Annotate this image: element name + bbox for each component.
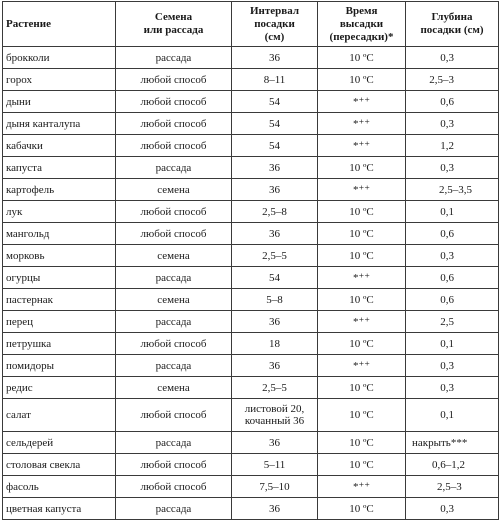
cell-time: 10 ºC (318, 454, 406, 476)
cell-plant: дыня канталупа (3, 113, 116, 135)
cell-depth: 2,5 (406, 311, 499, 333)
cell-time: 10 ºC (318, 157, 406, 179)
cell-plant: пастернак (3, 289, 116, 311)
cell-interval: 18 (232, 333, 318, 355)
table-row (3, 498, 499, 520)
cell-time: 10 ºC (318, 69, 406, 91)
cell-method: рассада (116, 498, 232, 520)
table-row (3, 267, 499, 289)
table-row (3, 399, 499, 432)
table-row (3, 223, 499, 245)
cell-time: 10 ºC (318, 245, 406, 267)
cell-interval: 8–11 (232, 69, 318, 91)
cell-method: любой способ (116, 91, 232, 113)
cell-interval: 36 (232, 157, 318, 179)
cell-time: 10 ºC (318, 333, 406, 355)
cell-interval: 2,5–5 (232, 377, 318, 399)
cell-plant: капуста (3, 157, 116, 179)
cell-depth: 0,3 (406, 245, 499, 267)
cell-interval: 7,5–10 (232, 476, 318, 498)
cell-time: *⁺⁺ (318, 91, 406, 113)
cell-time: 10 ºC (318, 47, 406, 69)
table-row (3, 157, 499, 179)
cell-depth: 0,6 (406, 289, 499, 311)
cell-plant: помидоры (3, 355, 116, 377)
cell-plant: картофель (3, 179, 116, 201)
cell-interval-line: листовой 20, (244, 403, 305, 415)
table-row (3, 476, 499, 498)
cell-method: любой способ (116, 69, 232, 91)
cell-plant: брокколи (3, 47, 116, 69)
cell-method: рассада (116, 432, 232, 454)
cell-time: *⁺⁺ (318, 179, 406, 201)
cell-method: любой способ (116, 135, 232, 157)
cell-plant: дыни (3, 91, 116, 113)
header-plant: Растение (3, 2, 116, 47)
cell-time: *⁺⁺ (318, 113, 406, 135)
cell-time: 10 ºC (318, 498, 406, 520)
cell-method: любой способ (116, 223, 232, 245)
cell-depth: 0,3 (406, 47, 499, 69)
cell-method: рассада (116, 157, 232, 179)
cell-time: 10 ºC (318, 223, 406, 245)
cell-time: *⁺⁺ (318, 355, 406, 377)
cell-plant: огурцы (3, 267, 116, 289)
cell-plant: редис (3, 377, 116, 399)
table-row (3, 245, 499, 267)
cell-interval: 36 (232, 498, 318, 520)
table-row (3, 454, 499, 476)
cell-plant: столовая свекла (3, 454, 116, 476)
cell-method: семена (116, 245, 232, 267)
cell-time: 10 ºC (318, 432, 406, 454)
cell-method: любой способ (116, 333, 232, 355)
cell-method: семена (116, 377, 232, 399)
table-row (3, 311, 499, 333)
cell-plant: цветная капуста (3, 498, 116, 520)
cell-depth: 0,3 (406, 113, 499, 135)
cell-depth: 0,6 (406, 223, 499, 245)
cell-depth: накрыть*** (406, 432, 499, 454)
header-depth: Глубина посадки (см) (406, 2, 499, 47)
cell-time: 10 ºC (318, 289, 406, 311)
cell-plant: морковь (3, 245, 116, 267)
table-row (3, 432, 499, 454)
cell-depth: 0,6 (406, 267, 499, 289)
cell-plant: кабачки (3, 135, 116, 157)
cell-interval: 36 (232, 432, 318, 454)
cell-time: *⁺⁺ (318, 267, 406, 289)
cell-interval: 54 (232, 113, 318, 135)
header-time: Время высадки (пересадки)* (318, 2, 406, 47)
table-row (3, 113, 499, 135)
cell-time: *⁺⁺ (318, 135, 406, 157)
cell-depth: 2,5–3 (406, 69, 499, 91)
table-row (3, 355, 499, 377)
header-method: Семена или рассада (116, 2, 232, 47)
cell-interval: 5–11 (232, 454, 318, 476)
cell-interval-line: кочанный 36 (244, 415, 305, 427)
cell-time: 10 ºC (318, 377, 406, 399)
cell-interval: 2,5–5 (232, 245, 318, 267)
table-row (3, 179, 499, 201)
cell-interval: 36 (232, 47, 318, 69)
table-row (3, 377, 499, 399)
cell-method: любой способ (116, 113, 232, 135)
planting-table (2, 1, 499, 520)
cell-time: *⁺⁺ (318, 476, 406, 498)
cell-time: *⁺⁺ (318, 311, 406, 333)
cell-method: любой способ (116, 201, 232, 223)
table-row (3, 333, 499, 355)
cell-depth: 0,3 (406, 157, 499, 179)
table-row (3, 47, 499, 69)
cell-plant: салат (3, 399, 116, 432)
cell-plant: лук (3, 201, 116, 223)
cell-depth: 0,3 (406, 355, 499, 377)
cell-interval: 54 (232, 91, 318, 113)
cell-interval (232, 399, 318, 432)
cell-method: рассада (116, 355, 232, 377)
cell-interval: 5–8 (232, 289, 318, 311)
table-row (3, 91, 499, 113)
cell-interval: 54 (232, 135, 318, 157)
cell-depth: 0,1 (406, 399, 499, 432)
cell-method: рассада (116, 311, 232, 333)
cell-plant: фасоль (3, 476, 116, 498)
cell-method: любой способ (116, 454, 232, 476)
cell-depth: 2,5–3 (406, 476, 499, 498)
cell-plant: перец (3, 311, 116, 333)
cell-interval: 2,5–8 (232, 201, 318, 223)
cell-depth: 0,1 (406, 201, 499, 223)
cell-interval: 36 (232, 223, 318, 245)
cell-depth: 0,6 (406, 91, 499, 113)
cell-time: 10 ºC (318, 399, 406, 432)
cell-depth: 0,6–1,2 (406, 454, 499, 476)
cell-interval: 54 (232, 267, 318, 289)
cell-method: семена (116, 179, 232, 201)
cell-depth: 1,2 (406, 135, 499, 157)
cell-method: семена (116, 289, 232, 311)
cell-interval: 36 (232, 179, 318, 201)
cell-depth: 0,3 (406, 377, 499, 399)
table-header-row (3, 2, 499, 47)
table-row (3, 201, 499, 223)
cell-plant: петрушка (3, 333, 116, 355)
table-row (3, 69, 499, 91)
cell-depth: 0,1 (406, 333, 499, 355)
table-row (3, 289, 499, 311)
cell-method: рассада (116, 267, 232, 289)
cell-method: рассада (116, 47, 232, 69)
cell-time: 10 ºC (318, 201, 406, 223)
cell-plant: сельдерей (3, 432, 116, 454)
cell-depth: 0,3 (406, 498, 499, 520)
cell-plant: мангольд (3, 223, 116, 245)
header-interval: Интервал посадки (см) (232, 2, 318, 47)
cell-method: любой способ (116, 476, 232, 498)
cell-plant: горох (3, 69, 116, 91)
cell-depth: 2,5–3,5 (406, 179, 499, 201)
cell-method: любой способ (116, 399, 232, 432)
cell-interval: 36 (232, 311, 318, 333)
table-row (3, 135, 499, 157)
cell-interval: 36 (232, 355, 318, 377)
